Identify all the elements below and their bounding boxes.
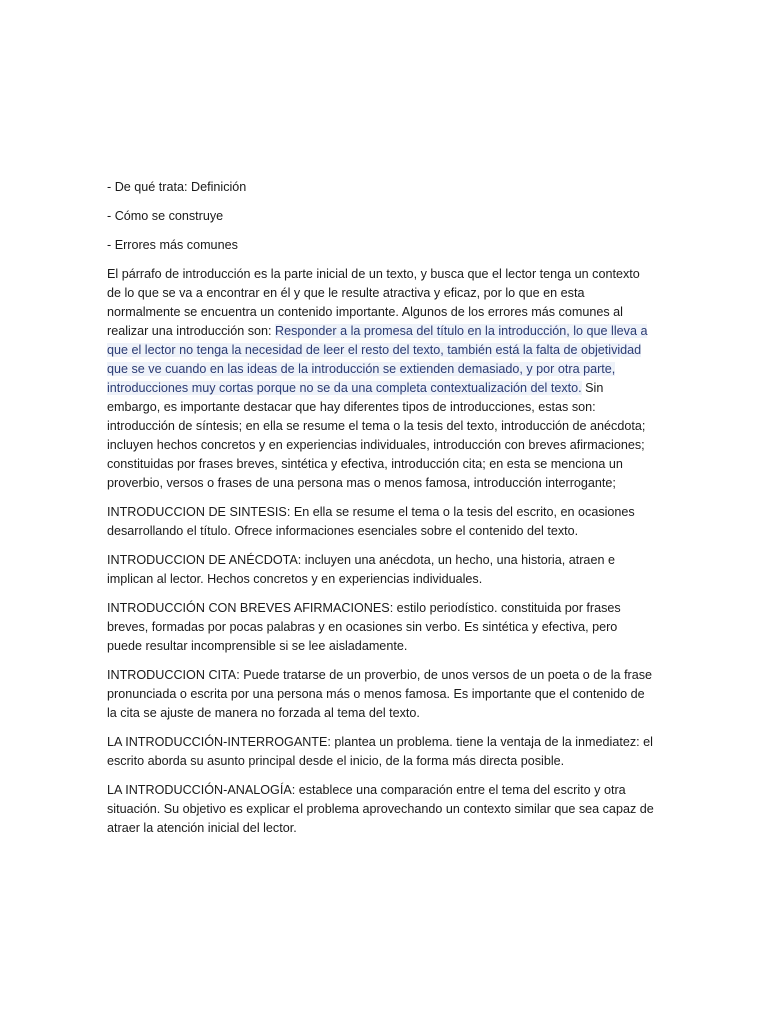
intro-text-before: El párrafo de introducción es la parte inicial de un texto, y busca que el lector tenga un contexto de lo que se va a encontrar en él y que le resulte atractiva y eficaz, por lo que en esta normalmente se encuentra un contenido importante. Algunos de los errores más comunes al realizar una introducción son: — [107, 267, 640, 338]
paragraph-anecdota: INTRODUCCION DE ANÉCDOTA: incluyen una anécdota, un hecho, una historia, atraen e implican al lector. Hechos concretos y en experiencias individuales. — [107, 553, 615, 586]
bullet-construction: - Cómo se construye — [107, 209, 224, 223]
document-page — [107, 178, 655, 848]
paragraph-analogia: LA INTRODUCCIÓN-ANALOGÍA: establece una comparación entre el tema del escrito y otra situación. Su objetivo es explicar el problema aprovechando un contexto similar que sea capaz de atraer la atención inicial del lector. — [107, 783, 654, 835]
highlighted-text[interactable]: Responder a la promesa del título en la introducción, lo que lleva a que el lector no tenga la necesidad de leer el resto del texto, también está la falta de objetividad que se ve cuando en las ideas de la introducción se extienden demasiado, y por otra parte, introducciones muy cortas porque no se da una completa contextualización del texto. — [107, 324, 648, 395]
paragraph-sintesis: INTRODUCCION DE SINTESIS: En ella se resume el tema o la tesis del escrito, en ocasiones desarrollando el título. Ofrece informaciones esenciales sobre el contenido del texto. — [107, 505, 635, 538]
intro-text-after: Sin embargo, es importante destacar que hay diferentes tipos de introducciones, estas son: introducción de síntesis; en ella se resume el tema o la tesis del texto, introducción de anécdota; incluyen hechos concretos y en experiencias individuales, introducción con breves afirmaciones; constituidas por frases breves, sintética y efectiva, introducción cita; en esta se menciona un proverbio, versos o frases de una persona mas o menos famosa, introducción interrogante; — [107, 381, 646, 490]
paragraph-cita: INTRODUCCION CITA: Puede tratarse de un proverbio, de unos versos de un poeta o de la frase pronunciada o escrita por una persona más o menos famosa. Es importante que el contenido de la cita se ajuste de manera no forzada al tema del texto. — [107, 668, 653, 720]
bullet-common-errors: - Errores más comunes — [107, 238, 238, 252]
bullet-definition: - De qué trata: Definición — [107, 180, 247, 194]
intro-paragraph — [107, 265, 655, 493]
paragraph-interrogante: LA INTRODUCCIÓN-INTERROGANTE: plantea un problema. tiene la ventaja de la inmediatez: el escrito aborda su asunto principal desde el inicio, de la forma más directa posible. — [107, 735, 653, 768]
paragraph-breves-afirmaciones: INTRODUCCIÓN CON BREVES AFIRMACIONES: estilo periodístico. constituida por frases breves, formadas por pocas palabras y en ocasiones sin verbo. Es sintética y efectiva, pero puede resultar incomprensible si se lee aisladamente. — [107, 601, 621, 653]
